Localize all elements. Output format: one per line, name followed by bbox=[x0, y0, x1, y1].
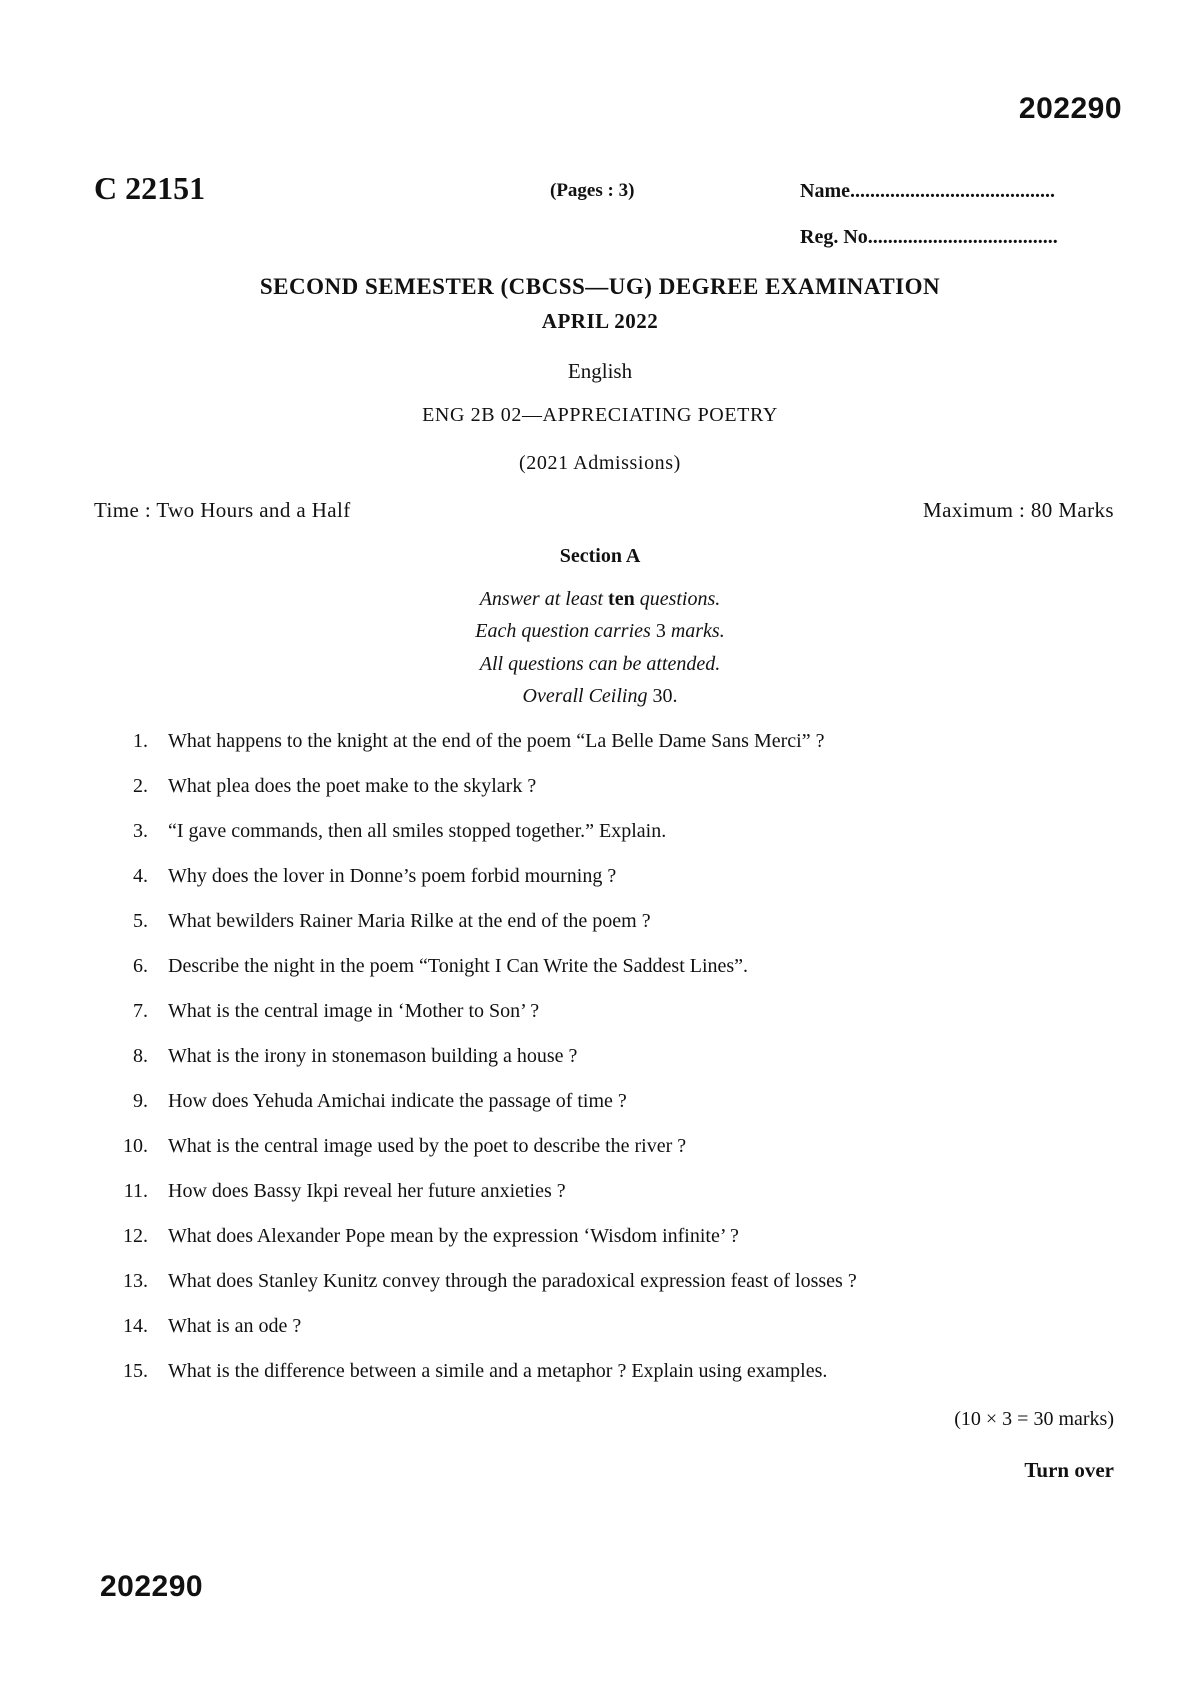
question-item bbox=[0, 1180, 1200, 1225]
question-number: 12. bbox=[123, 1225, 148, 1247]
question-text: What is the central image in ‘Mother to Son’ ? bbox=[168, 1000, 540, 1022]
question-text: What bewilders Rainer Maria Rilke at the end of the poem ? bbox=[168, 910, 651, 932]
question-item bbox=[0, 1090, 1200, 1135]
subject: English bbox=[567, 359, 633, 383]
question-text: Describe the night in the poem “Tonight I Can Write the Saddest Lines”. bbox=[168, 955, 749, 977]
question-text: What is the central image used by the poet to describe the river ? bbox=[168, 1135, 687, 1157]
reg-no-dots: ...................................... bbox=[867, 226, 1058, 248]
question-item bbox=[0, 1315, 1200, 1360]
question-item bbox=[0, 910, 1200, 955]
reg-no-field bbox=[800, 226, 1058, 249]
question-item bbox=[0, 775, 1200, 820]
instruction-ceiling-num: 30. bbox=[652, 685, 678, 707]
instruction-marks-num: 3 bbox=[655, 620, 666, 642]
question-item bbox=[0, 1360, 1200, 1405]
instruction-answer-count: ten bbox=[608, 588, 635, 610]
question-number: 10. bbox=[123, 1135, 148, 1157]
question-text: How does Bassy Ikpi reveal her future anxieties ? bbox=[168, 1180, 566, 1202]
document-code-bottom: 202290 bbox=[100, 1570, 204, 1603]
instruction-marks-post: marks. bbox=[670, 620, 725, 642]
question-number: 15. bbox=[123, 1360, 148, 1382]
question-number: 13. bbox=[123, 1270, 148, 1292]
question-number: 14. bbox=[123, 1315, 148, 1337]
instruction-marks-pre: Each question carries bbox=[475, 620, 651, 642]
exam-date: APRIL 2022 bbox=[541, 309, 659, 333]
question-text: “I gave commands, then all smiles stopped together.” Explain. bbox=[168, 820, 667, 842]
question-text: What does Stanley Kunitz convey through the paradoxical expression feast of losses ? bbox=[168, 1270, 857, 1292]
document-code-top: 202290 bbox=[1018, 92, 1122, 125]
question-list bbox=[0, 730, 1200, 1405]
question-number: 5. bbox=[133, 910, 148, 932]
time-allowed: Time : Two Hours and a Half bbox=[94, 498, 351, 522]
question-number: 11. bbox=[123, 1180, 148, 1202]
instruction-answer-pre: Answer at least bbox=[479, 588, 604, 610]
question-item bbox=[0, 1045, 1200, 1090]
turn-over: Turn over bbox=[1024, 1458, 1114, 1482]
section-marks: (10 × 3 = 30 marks) bbox=[954, 1408, 1114, 1430]
page-count: (Pages : 3) bbox=[550, 180, 635, 201]
instruction-ceiling bbox=[0, 685, 1200, 708]
question-item bbox=[0, 1135, 1200, 1180]
question-text: What plea does the poet make to the skylark ? bbox=[168, 775, 537, 797]
instruction-answer-post: questions. bbox=[639, 588, 721, 610]
name-field bbox=[800, 180, 1055, 203]
paper-title: ENG 2B 02—APPRECIATING POETRY bbox=[422, 404, 778, 426]
question-number: 6. bbox=[133, 955, 148, 977]
reg-no-label: Reg. No bbox=[800, 226, 868, 248]
question-number: 8. bbox=[133, 1045, 148, 1067]
maximum-marks: Maximum : 80 Marks bbox=[923, 498, 1114, 522]
question-text: What does Alexander Pope mean by the expression ‘Wisdom infinite’ ? bbox=[168, 1225, 739, 1247]
question-item bbox=[0, 865, 1200, 910]
instruction-ceiling-pre: Overall Ceiling bbox=[522, 685, 648, 707]
question-number: 3. bbox=[133, 820, 148, 842]
question-item bbox=[0, 1225, 1200, 1270]
name-dots: ......................................... bbox=[849, 180, 1055, 202]
question-text: Why does the lover in Donne’s poem forbid mourning ? bbox=[168, 865, 617, 887]
question-number: 7. bbox=[133, 1000, 148, 1022]
instruction-answer bbox=[0, 588, 1200, 611]
exam-title: SECOND SEMESTER (CBCSS—UG) DEGREE EXAMINATION bbox=[259, 274, 941, 299]
name-label: Name bbox=[800, 180, 850, 202]
section-title: Section A bbox=[559, 545, 641, 567]
question-item bbox=[0, 1270, 1200, 1315]
question-number: 9. bbox=[133, 1090, 148, 1112]
question-text: What is an ode ? bbox=[168, 1315, 302, 1337]
question-item bbox=[0, 820, 1200, 865]
instruction-marks bbox=[0, 620, 1200, 643]
question-text: What happens to the knight at the end of the poem “La Belle Dame Sans Merci” ? bbox=[168, 730, 825, 752]
admissions: (2021 Admissions) bbox=[519, 452, 681, 474]
question-item bbox=[0, 730, 1200, 775]
question-item bbox=[0, 1000, 1200, 1045]
question-text: How does Yehuda Amichai indicate the passage of time ? bbox=[168, 1090, 627, 1112]
question-item bbox=[0, 955, 1200, 1000]
question-number: 2. bbox=[133, 775, 148, 797]
question-text: What is the irony in stonemason building a house ? bbox=[168, 1045, 578, 1067]
question-text: What is the difference between a simile and a metaphor ? Explain using examples. bbox=[168, 1360, 828, 1382]
question-number: 4. bbox=[133, 865, 148, 887]
paper-code: C 22151 bbox=[94, 170, 206, 206]
question-number: 1. bbox=[133, 730, 148, 752]
instruction-attend: All questions can be attended. bbox=[479, 653, 721, 675]
